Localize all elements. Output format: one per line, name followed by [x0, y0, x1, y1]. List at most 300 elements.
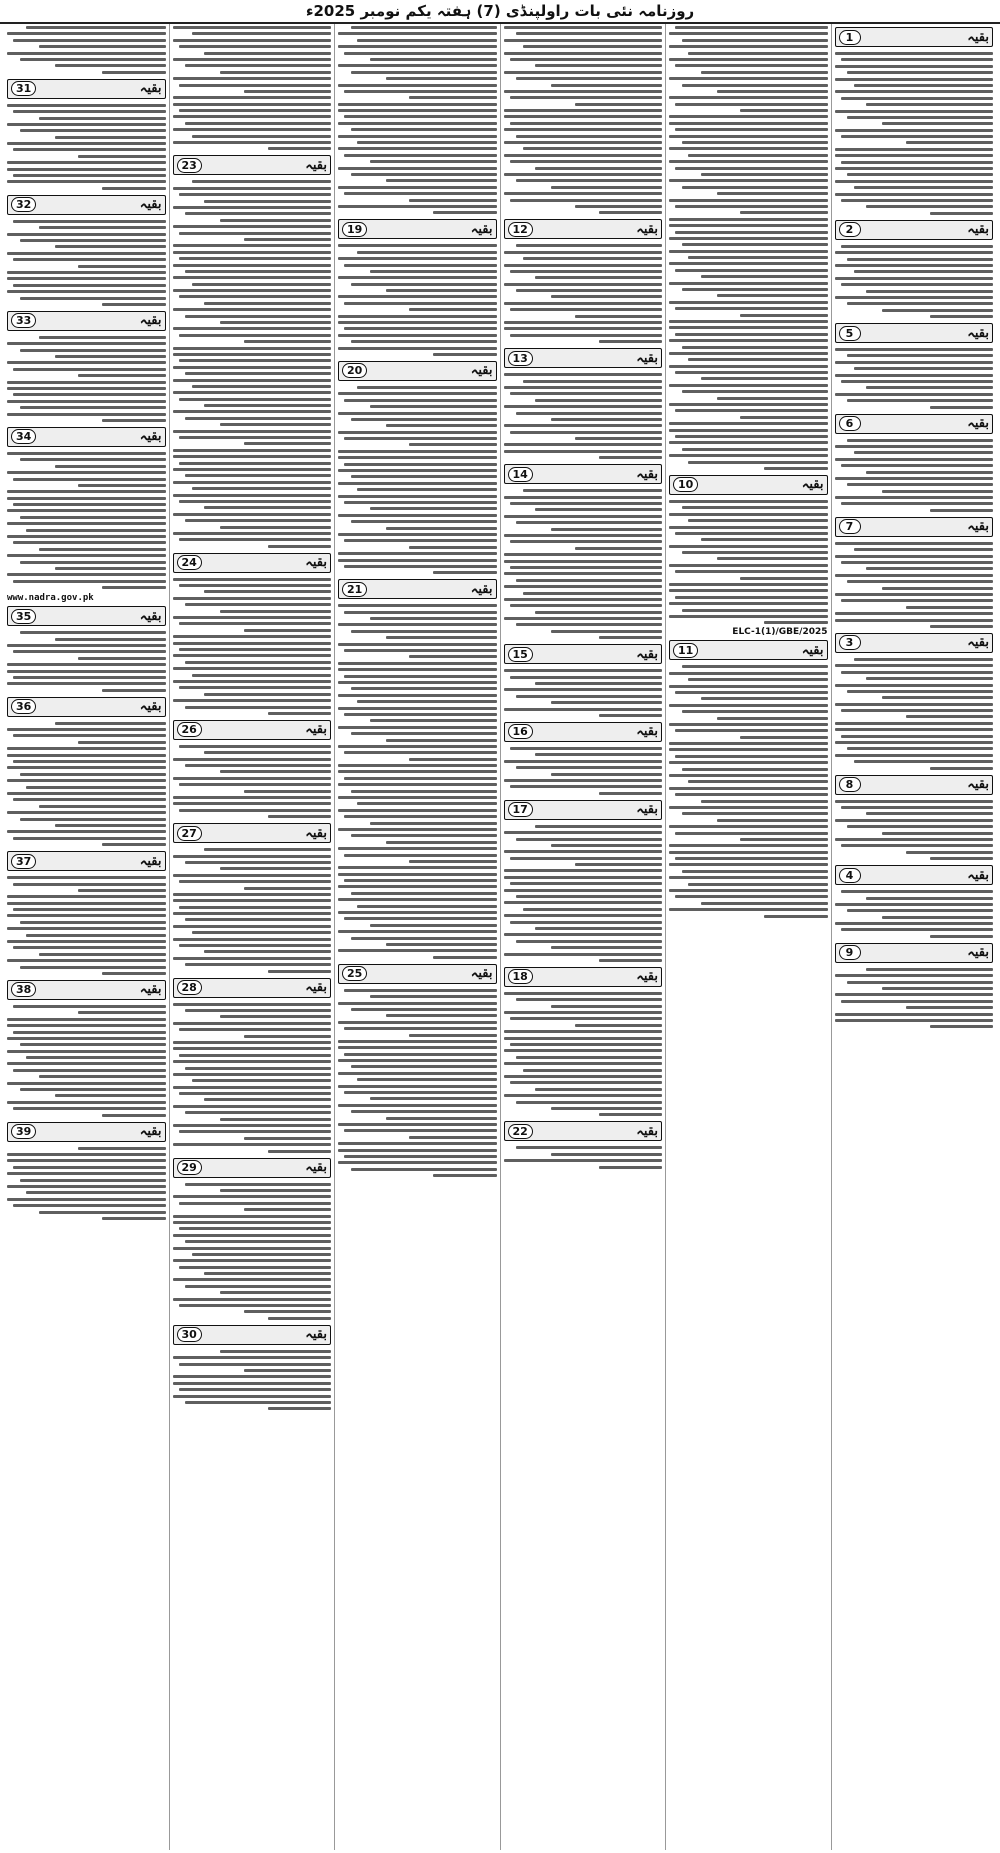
- text-line: [338, 122, 497, 125]
- text-line: [930, 857, 993, 860]
- text-line: [192, 931, 331, 934]
- text-line: [7, 413, 166, 416]
- text-lines: [338, 987, 497, 1179]
- text-line: [433, 211, 496, 214]
- text-line: [173, 494, 332, 497]
- text-line: [173, 802, 332, 805]
- text-line: [179, 944, 331, 947]
- text-line: [882, 832, 993, 835]
- text-line: [338, 64, 497, 67]
- text-line: [409, 199, 496, 202]
- text-line: [669, 761, 828, 764]
- text-lines: [173, 576, 332, 717]
- text-line: [344, 611, 496, 614]
- text-line: [7, 682, 166, 685]
- badge-number: 37: [11, 854, 36, 869]
- badge-word: بقیہ: [305, 722, 327, 738]
- text-line: [268, 1407, 331, 1410]
- text-line: [535, 927, 662, 930]
- text-line: [102, 689, 165, 692]
- text-line: [338, 623, 497, 626]
- text-line: [835, 393, 994, 396]
- text-line: [39, 805, 166, 808]
- text-line: [510, 1081, 662, 1084]
- text-line: [173, 308, 332, 311]
- text-line: [504, 90, 663, 93]
- text-line: [268, 712, 331, 715]
- text-line: [504, 321, 663, 324]
- text-line: [504, 850, 663, 853]
- text-line: [185, 1009, 331, 1012]
- text-line: [173, 578, 332, 581]
- text-line: [847, 116, 993, 119]
- text-line: [740, 577, 827, 580]
- text-line: [13, 837, 165, 840]
- text-line: [179, 783, 331, 786]
- text-line: [20, 966, 166, 969]
- text-line: [173, 1356, 332, 1359]
- text-line: [7, 1185, 166, 1188]
- text-line: [344, 539, 496, 542]
- text-line: [930, 935, 993, 938]
- text-line: [847, 71, 993, 74]
- text-line: [351, 1065, 497, 1068]
- text-line: [78, 1147, 165, 1150]
- text-line: [669, 320, 828, 323]
- text-line: [173, 699, 332, 702]
- text-line: [510, 1017, 662, 1020]
- article-block: [7, 606, 166, 694]
- text-line: [841, 709, 993, 712]
- text-line: [841, 245, 993, 248]
- text-line: [55, 638, 166, 641]
- badge-word: بقیہ: [967, 416, 989, 432]
- text-line: [192, 385, 331, 388]
- badge-number: 19: [342, 222, 367, 237]
- text-line: [675, 205, 827, 208]
- text-line: [344, 192, 496, 195]
- text-line: [504, 496, 663, 499]
- text-lines: [7, 1003, 166, 1119]
- text-line: [669, 339, 828, 342]
- text-line: [535, 682, 662, 685]
- article-block: [504, 722, 663, 797]
- text-line: [504, 1094, 663, 1097]
- text-line: [516, 179, 662, 182]
- badge-number: 4: [839, 868, 861, 883]
- text-line: [669, 429, 828, 432]
- article-block: [504, 800, 663, 964]
- text-line: [504, 617, 663, 620]
- text-line: [688, 883, 827, 886]
- text-line: [338, 109, 497, 112]
- text-line: [669, 96, 828, 99]
- text-line: [13, 1166, 165, 1169]
- badge-number: 6: [839, 416, 861, 431]
- text-line: [740, 736, 827, 739]
- text-line: [357, 386, 496, 389]
- text-line: [504, 598, 663, 601]
- text-line: [841, 561, 993, 564]
- article-block: [7, 195, 166, 308]
- text-line: [185, 1285, 331, 1288]
- article-block: [7, 1122, 166, 1222]
- text-line: [338, 392, 497, 395]
- text-line: [244, 90, 331, 93]
- text-line: [192, 135, 331, 138]
- continuation-badge: [504, 464, 663, 484]
- text-line: [102, 303, 165, 306]
- text-line: [268, 970, 331, 973]
- badge-word: بقیہ: [470, 966, 493, 982]
- text-line: [7, 747, 166, 750]
- text-line: [835, 277, 994, 280]
- text-line: [835, 612, 994, 615]
- text-line: [504, 1159, 663, 1162]
- text-line: [510, 160, 662, 163]
- text-line: [7, 1198, 166, 1201]
- text-line: [669, 160, 828, 163]
- text-line: [675, 895, 827, 898]
- continuation-badge: [7, 195, 166, 215]
- text-line: [7, 1050, 166, 1053]
- text-line: [701, 538, 828, 541]
- text-lines: [835, 966, 994, 1031]
- text-line: [179, 295, 331, 298]
- text-line: [841, 1000, 993, 1003]
- text-line: [504, 251, 663, 254]
- text-line: [351, 1110, 497, 1113]
- text-line: [185, 417, 331, 420]
- text-line: [847, 483, 993, 486]
- article-block: [338, 219, 497, 358]
- text-line: [523, 908, 662, 911]
- text-line: [7, 573, 166, 576]
- text-line: [7, 400, 166, 403]
- text-line: [551, 773, 662, 776]
- text-line: [835, 65, 994, 68]
- badge-word: بقیہ: [967, 29, 989, 45]
- text-line: [551, 844, 662, 847]
- text-line: [7, 104, 166, 107]
- text-line: [185, 315, 331, 318]
- text-line: [682, 665, 828, 668]
- text-line: [13, 1204, 165, 1207]
- text-lines: [504, 745, 663, 797]
- text-line: [7, 830, 166, 833]
- text-line: [523, 489, 662, 492]
- text-line: [185, 861, 331, 864]
- text-line: [510, 676, 662, 679]
- text-line: [179, 584, 331, 587]
- text-line: [351, 520, 497, 523]
- text-line: [268, 545, 331, 548]
- text-line: [669, 422, 828, 425]
- text-line: [669, 500, 828, 503]
- text-line: [338, 1161, 497, 1164]
- text-line: [7, 361, 166, 364]
- text-line: [7, 142, 166, 145]
- text-line: [675, 570, 827, 573]
- text-line: [669, 122, 828, 125]
- masthead: [0, 0, 1000, 24]
- text-line: [370, 270, 497, 273]
- text-line: [26, 1191, 165, 1194]
- text-line: [370, 719, 497, 722]
- text-line: [7, 497, 166, 500]
- text-line: [575, 547, 662, 550]
- text-line: [204, 200, 331, 203]
- text-line: [669, 602, 828, 605]
- text-line: [835, 728, 994, 731]
- text-line: [841, 928, 993, 931]
- text-line: [338, 167, 497, 170]
- text-line: [854, 186, 993, 189]
- text-line: [7, 927, 166, 930]
- text-line: [173, 77, 332, 80]
- text-line: [20, 129, 166, 132]
- text-line: [20, 349, 166, 352]
- text-line: [847, 439, 993, 442]
- text-line: [192, 180, 331, 183]
- badge-number: 30: [177, 1327, 202, 1342]
- text-line: [841, 671, 993, 674]
- text-lines: [835, 437, 994, 514]
- text-line: [504, 26, 663, 29]
- text-line: [220, 1350, 331, 1353]
- text-line: [675, 26, 827, 29]
- badge-word: بقیہ: [636, 969, 658, 985]
- text-line: [835, 129, 994, 132]
- text-line: [516, 895, 662, 898]
- text-line: [386, 636, 497, 639]
- text-line: [185, 64, 331, 67]
- text-line: [268, 815, 331, 818]
- text-line: [847, 825, 993, 828]
- text-line: [173, 1234, 332, 1237]
- text-line: [841, 199, 993, 202]
- text-line: [510, 857, 662, 860]
- text-line: [55, 64, 166, 67]
- text-line: [344, 1155, 496, 1158]
- text-line: [344, 327, 496, 330]
- text-line: [669, 282, 828, 285]
- text-line: [599, 636, 662, 639]
- badge-word: بقیہ: [139, 853, 162, 869]
- text-line: [523, 147, 662, 150]
- badge-word: بقیہ: [636, 1123, 658, 1139]
- text-line: [669, 742, 828, 745]
- text-line: [669, 672, 828, 675]
- article-block: [173, 823, 332, 974]
- text-line: [835, 993, 994, 996]
- article-block: [504, 348, 663, 461]
- text-line: [173, 532, 332, 535]
- text-line: [173, 1105, 332, 1108]
- text-line: [173, 366, 332, 369]
- text-line: [688, 780, 827, 783]
- continuation-badge: [504, 348, 663, 368]
- text-line: [882, 490, 993, 493]
- text-line: [835, 296, 994, 299]
- text-line: [7, 554, 166, 557]
- text-line: [55, 1094, 166, 1097]
- text-line: [669, 115, 828, 118]
- text-line: [835, 193, 994, 196]
- text-line: [185, 1111, 331, 1114]
- text-line: [835, 78, 994, 81]
- text-line: [351, 790, 497, 793]
- text-line: [7, 168, 166, 171]
- text-line: [338, 885, 497, 888]
- text-lines: [338, 242, 497, 358]
- text-line: [220, 1015, 331, 1018]
- text-lines: [173, 1181, 332, 1322]
- text-line: [338, 347, 497, 350]
- text-line: [338, 147, 497, 150]
- article-block: [173, 155, 332, 549]
- text-line: [7, 1153, 166, 1156]
- continuation-badge: [173, 823, 332, 843]
- article-block: [173, 720, 332, 820]
- text-line: [669, 218, 828, 221]
- text-line: [13, 1005, 165, 1008]
- column-2: [665, 24, 831, 1850]
- text-lines: [669, 498, 828, 626]
- text-line: [244, 1310, 331, 1313]
- text-line: [344, 713, 496, 716]
- text-line: [669, 454, 828, 457]
- text-line: [173, 874, 332, 877]
- text-line: [701, 275, 828, 278]
- text-line: [220, 1118, 331, 1121]
- text-line: [338, 726, 497, 729]
- text-line: [185, 1183, 331, 1186]
- text-line: [204, 1272, 331, 1275]
- text-line: [717, 819, 828, 822]
- text-line: [179, 809, 331, 812]
- text-line: [669, 237, 828, 240]
- text-line: [504, 39, 663, 42]
- text-line: [351, 892, 497, 895]
- text-line: [669, 615, 828, 618]
- text-line: [835, 477, 994, 480]
- text-line: [351, 418, 497, 421]
- text-line: [504, 831, 663, 834]
- text-line: [338, 84, 497, 87]
- text-line: [386, 179, 497, 182]
- text-line: [78, 374, 165, 377]
- continuation-badge: [835, 775, 994, 795]
- text-line: [847, 747, 993, 750]
- text-line: [599, 959, 662, 962]
- text-line: [551, 295, 662, 298]
- text-line: [344, 1129, 496, 1132]
- text-line: [244, 1208, 331, 1211]
- text-line: [835, 974, 994, 977]
- column-5: [169, 24, 335, 1850]
- continuation-badge: [173, 1158, 332, 1178]
- text-line: [504, 450, 663, 453]
- text-line: [675, 409, 827, 412]
- text-line: [516, 1146, 662, 1149]
- text-line: [173, 353, 332, 356]
- text-line: [13, 503, 165, 506]
- text-line: [669, 851, 828, 854]
- text-line: [510, 308, 662, 311]
- text-line: [13, 883, 165, 886]
- text-line: [338, 450, 497, 453]
- text-line: [173, 455, 332, 458]
- continuation-badge: [669, 475, 828, 495]
- text-line: [204, 1098, 331, 1101]
- badge-word: بقیہ: [305, 1327, 327, 1343]
- text-line: [173, 1195, 332, 1198]
- article-block: [835, 414, 994, 514]
- text-line: [516, 838, 662, 841]
- continuation-badge: [835, 27, 994, 47]
- text-line: [179, 1202, 331, 1205]
- text-line: [516, 1056, 662, 1059]
- text-line: [575, 863, 662, 866]
- text-line: [39, 336, 166, 339]
- text-line: [351, 340, 497, 343]
- text-line: [338, 745, 497, 748]
- text-line: [244, 442, 331, 445]
- text-line: [930, 509, 993, 512]
- text-line: [866, 677, 993, 680]
- text-line: [344, 879, 496, 882]
- text-line: [669, 545, 828, 548]
- text-line: [7, 509, 166, 512]
- text-line: [179, 232, 331, 235]
- text-line: [204, 590, 331, 593]
- text-line: [7, 902, 166, 905]
- text-line: [185, 1240, 331, 1243]
- text-line: [344, 917, 496, 920]
- text-line: [344, 90, 496, 93]
- text-line: [688, 256, 827, 259]
- text-line: [351, 128, 497, 131]
- text-line: [7, 490, 166, 493]
- text-line: [669, 441, 828, 444]
- text-lines: [338, 384, 497, 576]
- text-line: [26, 934, 165, 937]
- text-line: [351, 1168, 497, 1171]
- text-lines: [504, 667, 663, 719]
- text-line: [55, 824, 166, 827]
- text-line: [409, 655, 496, 658]
- text-line: [338, 321, 497, 324]
- text-line: [682, 768, 828, 771]
- text-line: [351, 937, 497, 940]
- article-block: [504, 24, 663, 216]
- text-lines: [835, 656, 994, 772]
- badge-number: 26: [177, 722, 202, 737]
- text-lines: [173, 1348, 332, 1413]
- text-line: [179, 1092, 331, 1095]
- text-line: [599, 792, 662, 795]
- text-line: [930, 212, 993, 215]
- text-line: [669, 787, 828, 790]
- text-lines: [835, 243, 994, 320]
- text-line: [244, 887, 331, 890]
- article-block: [504, 967, 663, 1118]
- text-line: [835, 167, 994, 170]
- text-line: [675, 64, 827, 67]
- text-lines: [504, 371, 663, 461]
- continuation-badge: [835, 220, 994, 240]
